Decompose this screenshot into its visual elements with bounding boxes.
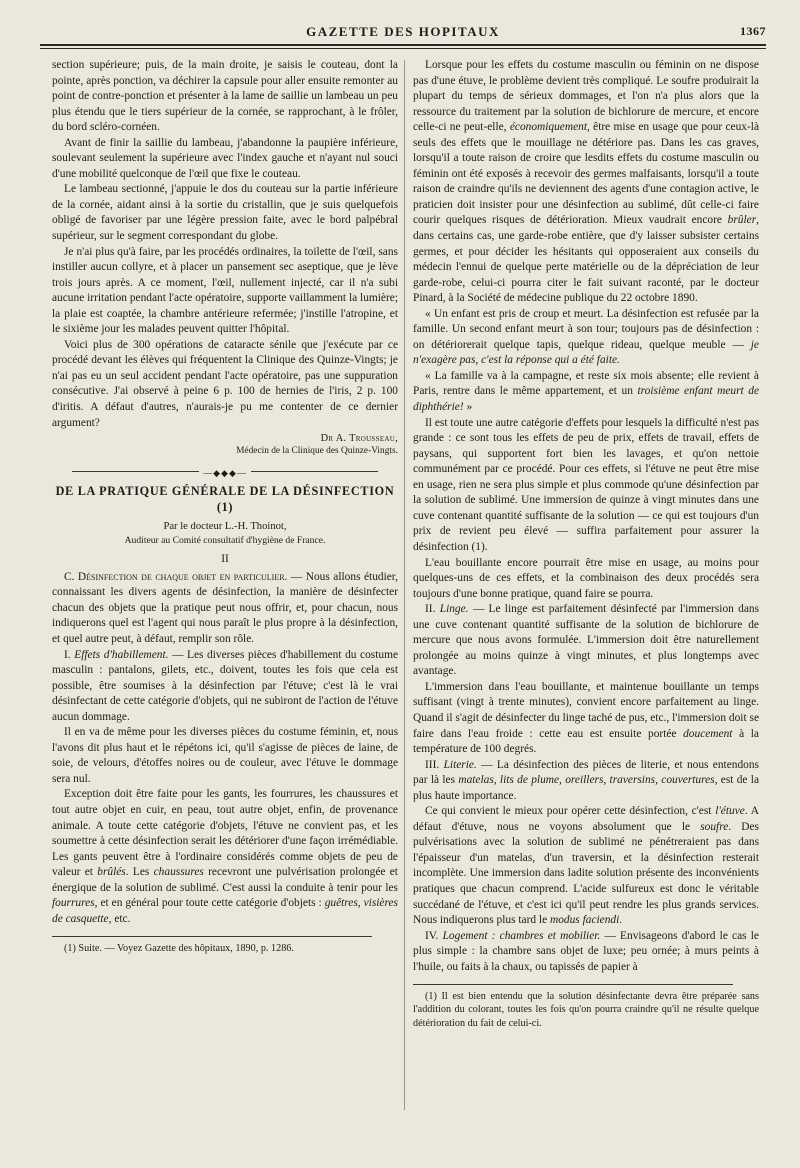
paragraph: L'eau bouillante encore pourrait être mise en usage, au moins pour quelques-uns de ces effets, et la combinaison des deux procédés sera toujours d'une bonne pratique, quand faire se pourra. [413, 556, 759, 600]
signature-name: Dr A. Trousseau, [320, 433, 398, 445]
emphasis: économiquement [509, 121, 588, 134]
paragraph-text: » [463, 401, 473, 414]
paragraph-text: L'immersion dans l'eau bouillante, et maintenue bouillante un temps suffisant (vingt à trente minutes), convient encore parfaitement au linge. Quand il s'agit de désinfecter du linge taché de pus, etc., l'immersion doit se faire dans l'eau froide : cette eau est ensuite portée [413, 680, 759, 740]
paragraph: section supérieure; puis, de la main droite, je saisis le couteau, dont la pointe, après ponction, va déchirer la capsule pour aller ensuite remonter au point de contre-ponction et présenter à la lame de saillie un lambeau un peu plus étendu que le tiers supérieur de la cornée, se rapprochant, à le frôler, du bord scléro-cornéen. [52, 59, 398, 134]
paragraph: Je n'ai plus qu'à faire, par les procédés ordinaires, la toilette de l'œil, sans instiller aucun collyre, et à placer un pansement sec aseptique, que je lève trois jours après. A ce moment, l'œil, nullement injecté, car il n'a subi aucune irritation pendant l'acte opératoire, supporte vaillamment la lumière; la plaie est coaptée, la chambre antérieure refermée; j'instille l'atropine, et le sixième jour les malades peuvent quitter l'hôpital. [52, 245, 398, 336]
right-column [413, 58, 759, 1030]
paragraph [413, 929, 759, 976]
paragraph [413, 758, 759, 805]
paragraph-text: — Les diverses pièces d'habillement du costume masculin : pantalons, gilets, etc., doivent, toutes les fois que cela est possible, être soumises à la désinfection par l'étuve; c'est là le vrai désinfectant de cette catégorie d'objets, qui ne subiront de l'action de l'étuve aucun dommage. [52, 648, 398, 723]
paragraph-text: — Envisageons d'abord le cas le plus simple : la chambre sans objet de luxe; peu ornée; à murs peints à l'huile, ou faits à la chaux, ou tapissés de papier à [413, 929, 759, 973]
paragraph-text: . Des pulvérisations avec la solution de sublimé ne pénétreraient pas dans l'épaisseur d'un matelas, d'un traversin, et la désinfection resterait incomplète. Une immersion dans ladite solution présente des inconvénients pratiques que chacun comprend. L'acide sulfureux est donc le véritable succédané de l'étuve, et c'est ici qu'il peut rendre les plus grands services. Nous indiquerons plus tard le [413, 820, 759, 927]
emphasis: l'étuve [715, 805, 745, 818]
paragraph-text: à la température de 100 degrés. [413, 727, 759, 756]
emphasis: modus faciendi [550, 914, 620, 927]
emphasis: troisième enfant meurt de diphthérie! [413, 385, 759, 414]
emphasis: soufre [700, 820, 729, 833]
paragraph: Il est toute une autre catégorie d'effets pour lesquels la difficulté n'est pas grande : ce sont tous les effets de peu de prix, effets de travail, effets de paysans, qui supportent fort bien les lavages, et qu'on nettoie communément par ce procédé. Pour ces effets, si l'étuve ne peut être mise en usage, rien ne sera plus simple et plus commode qu'une désinfection par la solution de sublimé. Une immersion de quinze à vingt minutes dans une cuve contenant quantité suffisante de la solution — ce qui est toujours d'un prix de revient peu élevé — suffira parfaitement pour assurer la désinfection (1). [413, 416, 759, 553]
paragraph-text: Nous allons étudier, connaissant les divers agents de désinfection, la manière de désinfecter chacun des objets que la pratique peut nous offrir, et, pour chacun, nous indiquerons quel est l'agent qui nous paraît le plus propre à la désinfection, et quel autre peut, à défaut, remplir son rôle. [52, 570, 398, 645]
paragraph: Il en va de même pour les diverses pièces du costume féminin, et, nous l'avons dit plus haut et le répétons ici, qu'il s'agisse de pièces de laine, de soie, de velours, d'étoffes noires ou de couleur, avec l'étuve le dommage sera nul. [52, 726, 398, 785]
paragraph [413, 680, 759, 758]
paragraph-text: . A défaut d'étuve, nous ne voyons absolument que le [413, 805, 760, 833]
emphasis: fourrures [52, 897, 95, 910]
item-heading: Effets d'habillement. [74, 648, 169, 661]
left-column [52, 58, 398, 956]
paragraph: Voici plus de 300 opérations de cataracte sénile que j'exécute par ce procédé devant les élèves qui fréquentent la Clinique des Quinze-Vingts; je n'ai pas eu un seul accident pendant l'acte opératoire, pas une suppuration consécutive. J'ai observé à peine 6 p. 100 de hernies de l'iris, 2 p. 100 d'iritis. A défaut d'autres, n'aurais-je pu me contenter de ce dernier argument? [52, 338, 398, 429]
paragraph-text: — La désinfection des pièces de literie, et nous entendons par là les [413, 758, 759, 787]
item-label: III. [425, 758, 440, 771]
paragraph: Avant de finir la saillie du lambeau, j'abandonne la paupière inférieure, soulevant seulement la supérieure avec l'index gauche et n'ayant nul souci d'une mobilité quelconque de l'œil que fixe le couteau. [52, 136, 398, 180]
paragraph-text: Ce qui convient le mieux pour opérer cette désinfection, c'est [425, 805, 716, 818]
section-number: II [221, 553, 229, 566]
footnote: (1) Il est bien entendu que la solution désinfectante devra être préparée sans l'addition du colorant, toutes les fois qu'on pourra craindre qu'il ne résulte quelque détérioration du fait de celui-ci. [413, 991, 759, 1029]
paragraph-text: — Le linge est parfaitement désinfecté par l'immersion dans une cuve contenant quantité suffisante de la solution de bichlorure de mercure que nous avons formulée. L'immersion doit être naturellement prolongée au moins quinze à vingt minutes, et plus longtemps avec avantage. [413, 603, 760, 678]
paragraph [413, 58, 759, 307]
emphasis: matelas, lits de plume, oreillers, traversins, couvertures [458, 774, 715, 787]
paragraph [413, 307, 759, 369]
page-header [40, 24, 766, 46]
item-heading: Logement : chambres et mobilier. [442, 929, 601, 942]
paragraph [413, 369, 759, 416]
item-label: IV. [425, 929, 439, 942]
paragraph-text: . Les [125, 866, 154, 879]
byline: Par le docteur L.-H. Thoinot, [163, 521, 287, 533]
journal-title: GAZETTE DES HOPITAUX [306, 24, 500, 39]
paragraph-text: , est de la plus haute importance. [413, 774, 759, 802]
paragraph-text: Lorsque pour les effets du costume masculin ou féminin on ne dispose pas d'une étuve, le problème devient très compliqué. Le soufre produirait la plupart du temps de sérieux dommages, et l'on n'a plus alors que la ressource du traitement par la solution de bichlorure de mercure, et encore celle-ci ne peut-elle, [413, 59, 759, 134]
paragraph [52, 648, 398, 726]
paragraph [413, 602, 759, 680]
signature-role: Médecin de la Clinique des Quinze-Vingts. [236, 446, 398, 457]
footnote-rule [52, 936, 372, 937]
paragraph: Le lambeau sectionné, j'appuie le dos du couteau sur la partie inférieure de la cornée, aidant ainsi à la sortie du cristallin, que je suis quelquefois obligé de favoriser par une légère pression faite, avec le bord palpébral supérieur, sur le segment correspondant du globe. [52, 183, 398, 243]
paragraph [413, 804, 759, 928]
emphasis: doucement [683, 727, 733, 740]
paragraph-text: . [619, 914, 623, 927]
item-label: I. [64, 648, 71, 661]
item-label: II. [425, 603, 436, 616]
column-divider [404, 60, 405, 1110]
paragraph-text: , etc. [108, 912, 131, 925]
paragraph-text: , être mise en usage que pour ceux-là seuls des effets que le mouillage ne détériore pas. Dans les cas graves, lorsqu'il a toute raison de croire que lesdits effets du costume masculin ou féminin ont été exposés à recevoir des germes malfaisants, lorsqu'il a toute raison de craindre qu'ils ne deviennent des agents d'une contagion active, le praticien doit insister pour une désinfection au sublimé, dût celle-ci faire courir quelques risques de détérioration. Mieux vaudrait encore [413, 121, 760, 227]
separator-ornament: —◆◆◆— [199, 468, 251, 478]
emphasis: brûler [727, 214, 757, 227]
byline-role: Auditeur au Comité consultatif d'hygiène de France. [124, 535, 326, 547]
header-rule [40, 44, 766, 49]
emphasis: je n'exagère pas, c'est la réponse qui a été faite. [413, 338, 759, 367]
paragraph [52, 787, 398, 927]
item-heading: Linge. [439, 603, 469, 616]
paragraph [52, 570, 398, 648]
section-separator [52, 466, 398, 479]
emphasis: guêtres, visières de casquette [52, 897, 398, 925]
paragraph-text: « Un enfant est pris de croup et meurt. La désinfection est refusée par la famille. Un second enfant meurt à son tour; toujours pas de désinfection : on détériorerait quelque tapis, quelque rideau, quelque meuble — [413, 307, 759, 351]
paragraph-text: « La famille va à la campagne, et reste six mois absente; elle revient à Paris, rentre dans le même appartement, et un [413, 369, 759, 398]
signature [52, 432, 398, 458]
paragraph-text: , dans certains cas, une garde-robe entière, que d'y laisser subsister certains germes, et pour décider les hésitants qui opposeraient aux conseils du médecin l'ennui de quelque perte matérielle ou de la dépréciation de leur garde-robe, celui-ci pourra citer le fait suivant raconté, par le docteur Pinard, à la Société de médecine publique du 22 octobre 1890. [413, 214, 759, 305]
paragraph-text: Exception doit être faite pour les gants, les fourrures, les chaussures et tout autre objet en cuir, en peau, tout autre objet, enfin, de provenance animale. A toute cette catégorie d'objets, l'étuve ne convient pas, et les soumettre à cette désinfection serait les détériorer d'une façon irrémédiable. Les gants peuvent être à l'ordinaire considérés comme objets de peu de valeur et [52, 788, 398, 879]
emphasis: chaussures [153, 866, 204, 879]
footnote: (1) Suite. — Voyez Gazette des hôpitaux, 1890, p. 1286. [64, 943, 294, 955]
article-title: DE LA PRATIQUE GÉNÉRALE DE LA DÉSINFECTION (1) [55, 484, 395, 514]
item-heading: Literie. [443, 758, 477, 771]
paragraph-text: recevront une pulvérisation prolongée et énergique de la solution de sublimé. C'est aussi la conduite à tenir pour les [52, 866, 398, 894]
subsection-heading: C. Désinfection de chaque objet en particulier. — [64, 570, 303, 583]
footnote-rule [413, 984, 733, 985]
page-number: 1367 [740, 24, 766, 38]
emphasis: brûlés [97, 866, 126, 879]
paragraph-text: , et en général pour toute cette catégorie d'objets : [94, 897, 325, 910]
